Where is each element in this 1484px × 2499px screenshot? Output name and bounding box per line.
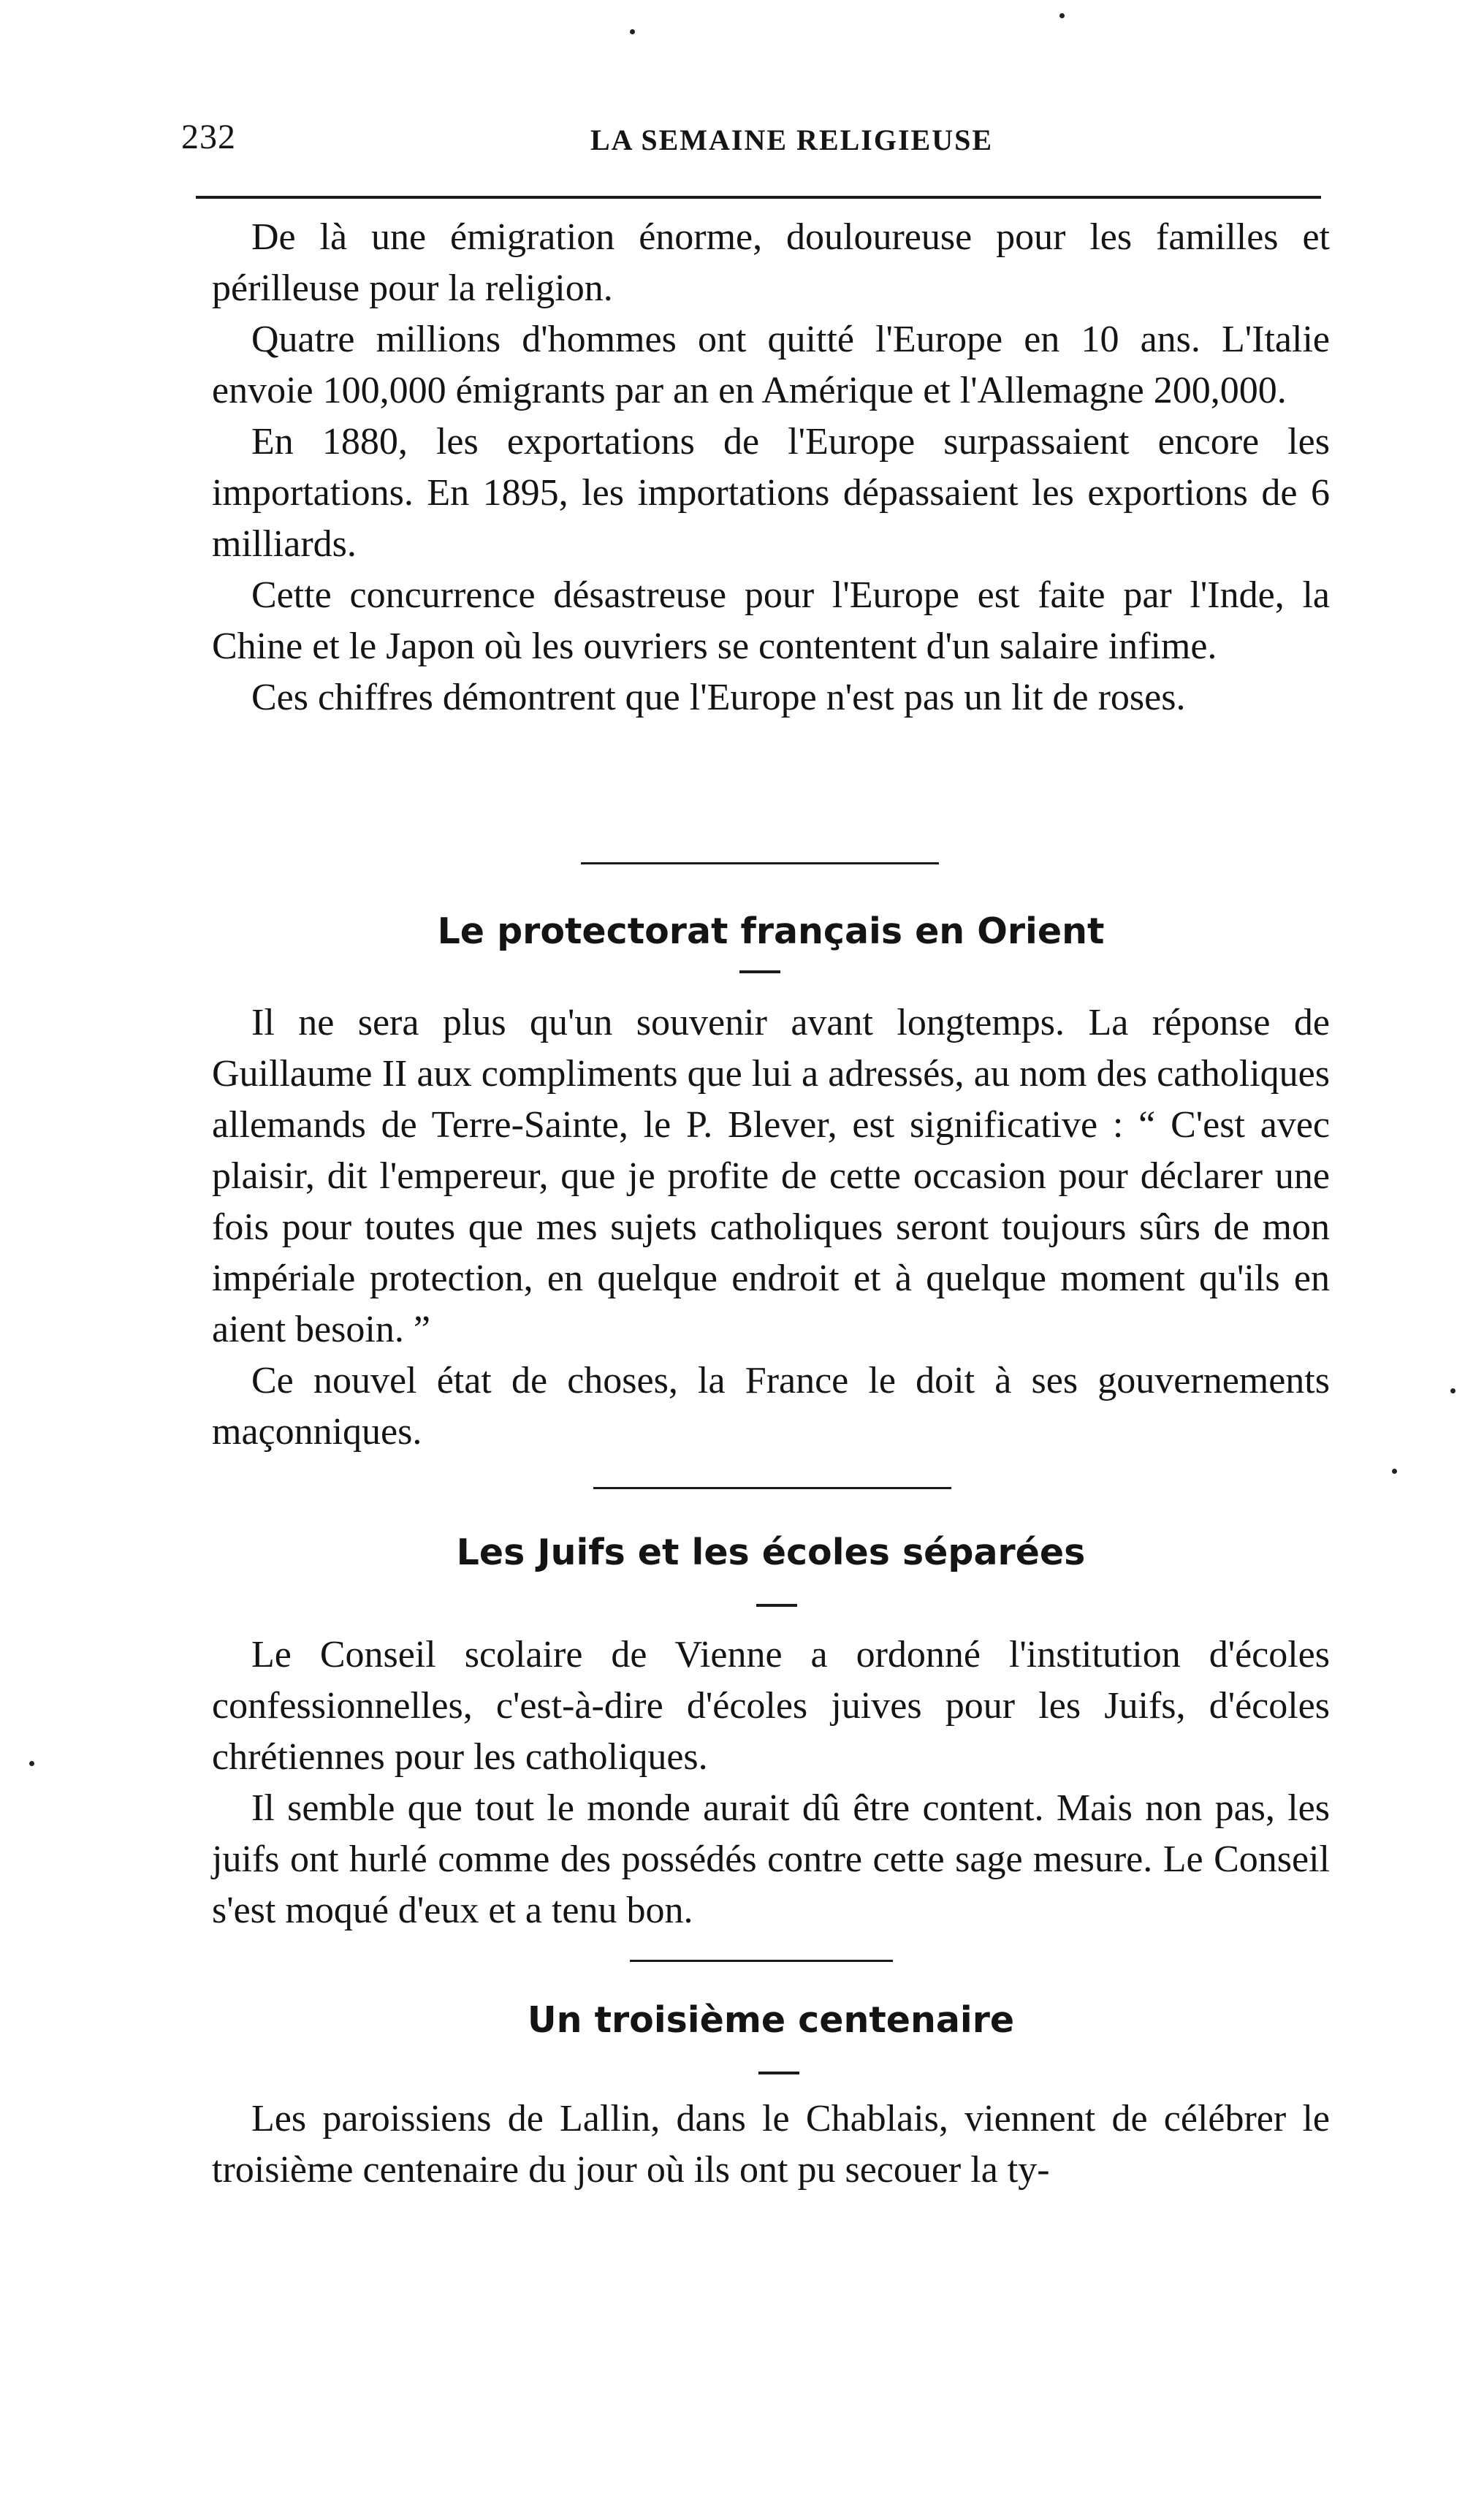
- section-heading: Les Juifs et les écoles séparées: [456, 1532, 1086, 1573]
- running-title: LA SEMAINE RELIGIEUSE: [590, 123, 994, 156]
- section-heading: Un troisième centenaire: [527, 1999, 1015, 2041]
- heading-dash: [739, 970, 780, 973]
- section-text: [212, 1629, 1330, 1936]
- paragraph: Il semble que tout le monde aurait dû être content. Mais non pas, les juifs ont hurlé comme des possédés contre cette sage mesure. Le Conseil s'est moqué d'eux et a tenu bon.: [212, 1787, 1330, 1931]
- page-header: [181, 110, 1321, 161]
- intro-text: [212, 212, 1330, 723]
- section-text: [212, 997, 1330, 1458]
- paragraph: De là une émigration énorme, douloureuse pour les familles et périlleuse pour la religion.: [212, 216, 1330, 309]
- scan-speck: [1392, 1469, 1397, 1474]
- heading-dash: [758, 2072, 799, 2074]
- section-separator: [630, 1960, 893, 1962]
- paragraph: Ce nouvel état de choses, la France le doit à ses gouvernements maçonniques.: [212, 1360, 1330, 1453]
- section-separator: [581, 862, 939, 864]
- scan-speck: [1450, 1388, 1456, 1393]
- page-number: 232: [181, 118, 236, 156]
- heading-dash: [756, 1604, 797, 1607]
- paragraph: Ces chiffres démontrent que l'Europe n'est pas un lit de roses.: [251, 677, 1186, 718]
- section-text: [212, 2093, 1330, 2196]
- scan-speck: [1059, 13, 1065, 18]
- paragraph: Cette concurrence désastreuse pour l'Europe est faite par l'Inde, la Chine et le Japon où les ouvriers se contentent d'un salaire infime.: [212, 574, 1330, 667]
- section-heading: Le protectorat français en Orient: [437, 910, 1105, 952]
- paragraph: En 1880, les exportations de l'Europe surpassaient encore les importations. En 1895, les importations dépassaient les exportions de 6 milliards.: [212, 421, 1330, 565]
- header-rule: [196, 196, 1321, 199]
- scan-speck: [29, 1761, 34, 1766]
- paragraph: Les paroissiens de Lallin, dans le Chablais, viennent de célébrer le troisième centenaire du jour où ils ont pu secouer la ty-: [212, 2098, 1330, 2191]
- scan-speck: [630, 29, 635, 34]
- paragraph: Le Conseil scolaire de Vienne a ordonné l'institution d'écoles confessionnelles, c'est-à-dire d'écoles juives pour les Juifs, d'écoles chrétiennes pour les catholiques.: [212, 1634, 1330, 1778]
- paragraph: Il ne sera plus qu'un souvenir avant longtemps. La réponse de Guillaume II aux compliments que lui a adressés, au nom des catholiques allemands de Terre-Sainte, le P. Blever, est significative : “ C'est avec plaisir, dit l'empereur, que je profite de cette occasion pour déclarer une fois pour toutes que mes sujets catholiques seront toujours sûrs de mon impériale protection, en quelque endroit et à quelque moment qu'ils en aient besoin. ”: [212, 1002, 1330, 1350]
- section-separator: [593, 1487, 951, 1489]
- paragraph: Quatre millions d'hommes ont quitté l'Europe en 10 ans. L'Italie envoie 100,000 émigrants par an en Amérique et l'Allemagne 200,000.: [212, 319, 1330, 411]
